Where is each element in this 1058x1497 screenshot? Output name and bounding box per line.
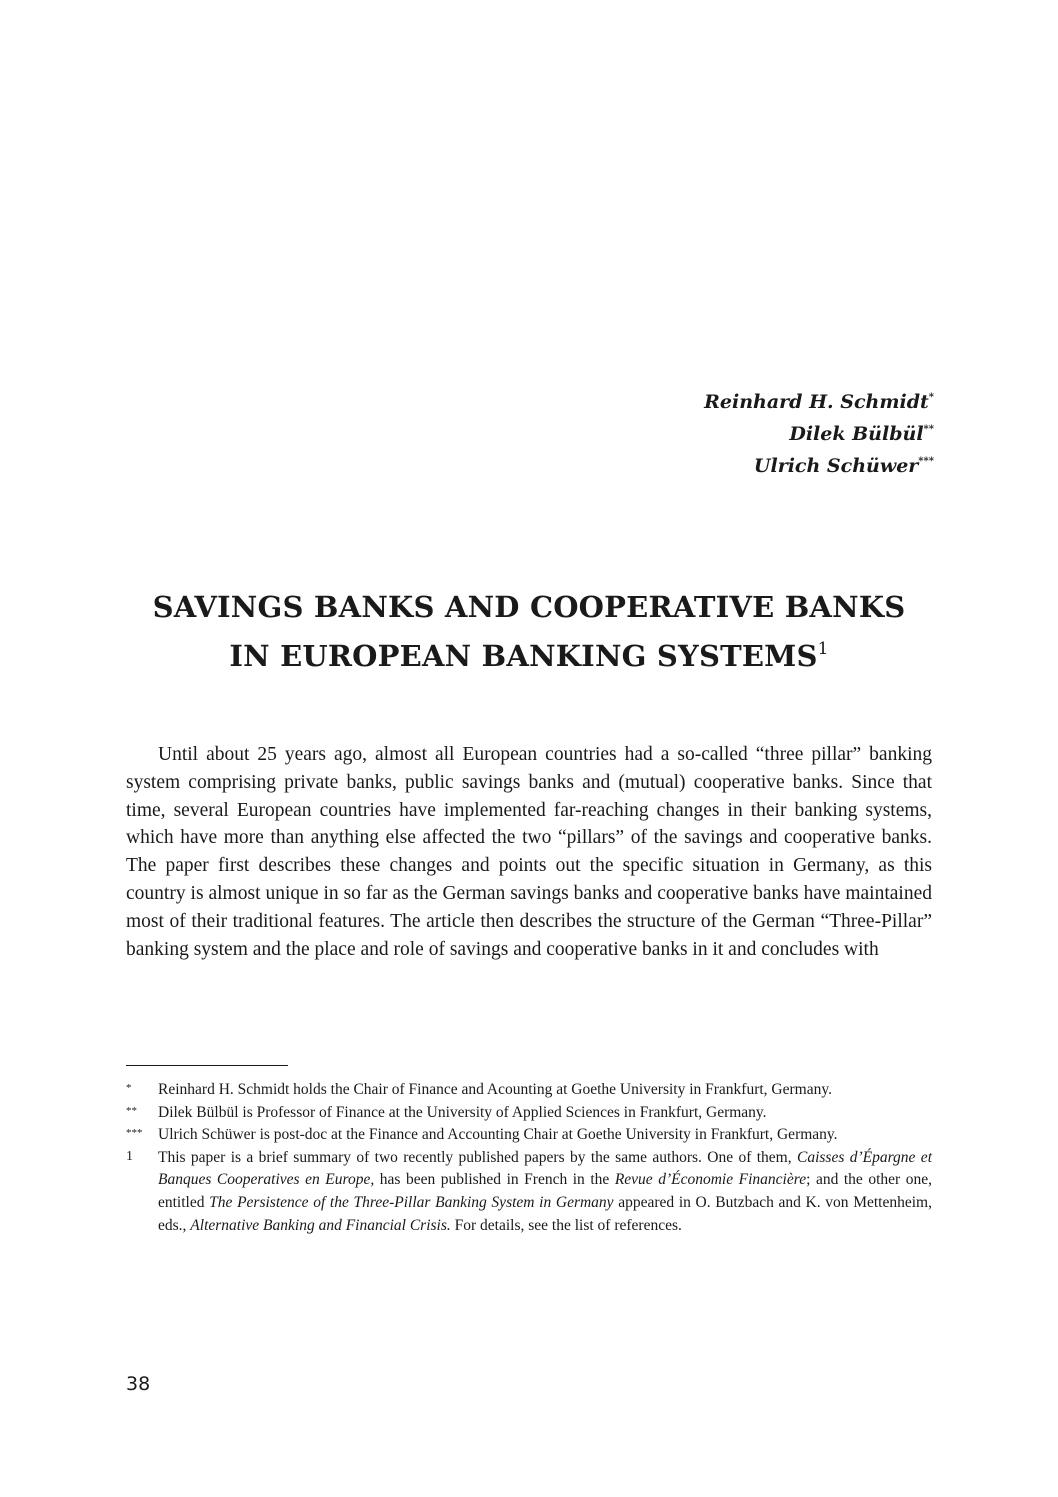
footnote-text-segment: has been published in French in the — [374, 1171, 615, 1189]
abstract-paragraph: Until about 25 years ago, almost all European countries had a so-called “three pillar” banking system comprising private banks, public savings banks and (mutual) cooperative banks. Since that time, several European countries have implemented far-reaching changes in their banking systems, which have more than anything else affected the two “pillars” of the savings and cooperative banks. The paper first describes these changes and points out the specific situation in Germany, as this country is almost unique in so far as the German savings banks and cooperative banks have maintained most of their traditional features. The article then describes the structure of the German “Three-Pillar” banking system and the place and role of savings and cooperative banks in it and concludes with — [126, 744, 932, 960]
footnote-marker[interactable]: * — [928, 392, 934, 403]
footnote-text-segment: ; and the other one, entitled — [158, 1171, 932, 1211]
footnote-mark: 1 — [126, 1148, 133, 1164]
author-list — [704, 384, 934, 480]
author — [704, 384, 934, 416]
author — [704, 448, 934, 480]
footnote-marker[interactable]: 1 — [817, 639, 829, 659]
footnote-text — [158, 1147, 932, 1237]
footnote-text-segment: appeared in O. Butzbach and K. von Mettenheim, eds., — [158, 1193, 932, 1234]
author-name: Reinhard H. Schmidt — [704, 391, 929, 413]
footnote-text: Ulrich Schüwer is post-doc at the Finance and Accounting Chair at Goethe University in Frankfurt, Germany. — [158, 1126, 838, 1144]
footnote-text: Reinhard H. Schmidt holds the Chair of Finance and Acounting at Goethe University in Frankfurt, Germany. — [158, 1081, 832, 1098]
title-line: SAVINGS BANKS AND COOPERATIVE BANKS — [152, 590, 906, 624]
footnote-divider — [126, 1065, 288, 1066]
article-title — [100, 586, 958, 677]
footnotes — [126, 1079, 932, 1237]
cited-title: Caisses d’Épargne et Banques Cooperatives en Europe, — [158, 1148, 932, 1189]
footnote — [126, 1102, 932, 1125]
cited-title: The Persistence of the Three-Pillar Banking System in Germany — [209, 1193, 614, 1211]
author-name: Dilek Bülbül — [789, 423, 924, 445]
author — [704, 416, 934, 448]
footnote-marker[interactable]: ** — [923, 424, 934, 435]
cited-book: Alternative Banking and Financial Crisis. — [190, 1216, 451, 1234]
author-name: Ulrich Schüwer — [753, 455, 919, 477]
title-line-text: IN EUROPEAN BANKING SYSTEMS — [229, 639, 818, 673]
abstract — [126, 741, 932, 963]
footnote — [126, 1079, 932, 1102]
footnote-text-segment: This paper is a brief summary of two recently published papers by the same authors. One of them, — [158, 1148, 797, 1166]
page-number: 38 — [126, 1373, 151, 1395]
footnote — [126, 1147, 932, 1237]
title-line — [100, 628, 958, 677]
footnote-mark: * — [126, 1082, 132, 1094]
footnote-marker[interactable]: *** — [918, 456, 934, 467]
footnote-text-segment: For details, see the list of references. — [450, 1216, 682, 1234]
footnote-mark: ** — [126, 1104, 137, 1117]
footnote-text: Dilek Bülbül is Professor of Finance at the University of Applied Sciences in Frankfurt, Germany. — [158, 1103, 767, 1121]
footnote-mark: *** — [126, 1127, 143, 1140]
cited-journal: Revue d’Économie Financière — [614, 1171, 807, 1189]
footnote — [126, 1124, 932, 1147]
